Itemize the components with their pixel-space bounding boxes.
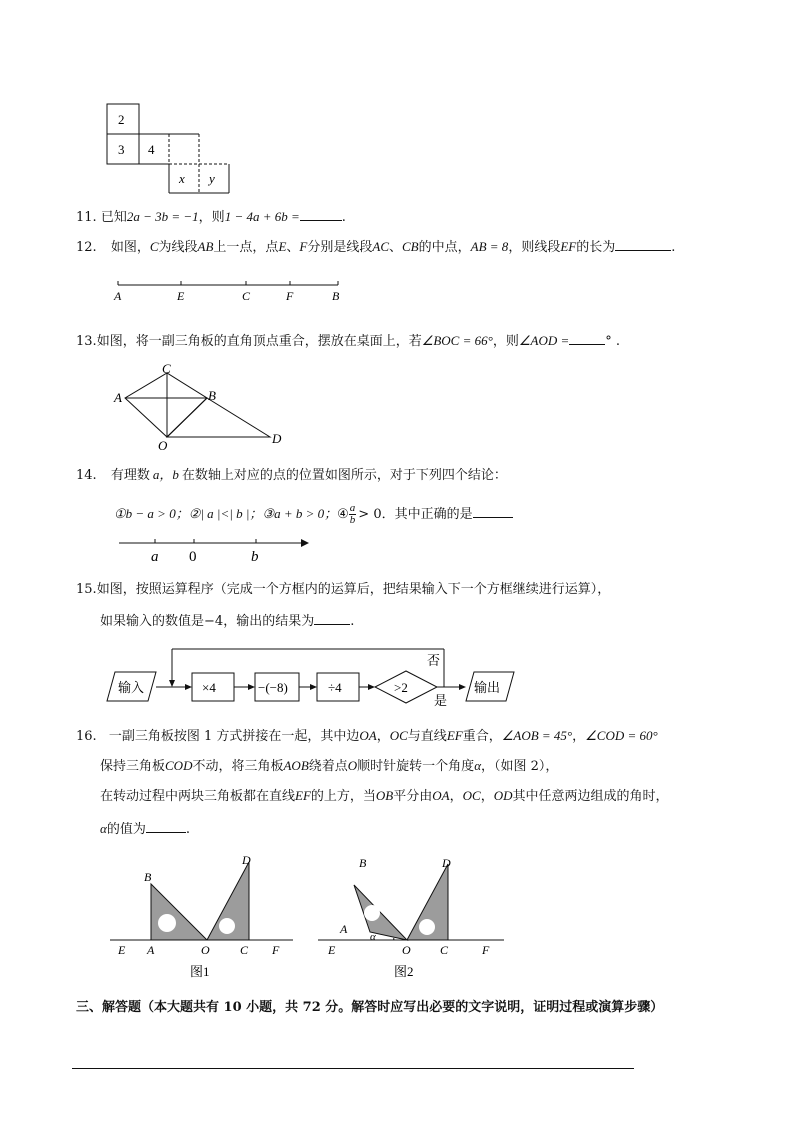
net-cell-y: y <box>209 171 215 186</box>
answer-blank <box>473 504 513 518</box>
q15-line2: 如果输入的数值是−4，输出的结果为 . <box>100 611 354 631</box>
fig2-caption: 图2 <box>394 964 414 979</box>
label-d: D <box>272 431 282 446</box>
fig2-label-c: C <box>440 943 449 957</box>
figure-1 <box>108 850 298 980</box>
net-cell-3: 3 <box>118 142 125 157</box>
question-12: 12. 如图，C为线段AB上一点，点E、F分别是线段AC、CB的中点，AB = 8，则线段EF的长为 . <box>76 239 676 255</box>
fig2-label-b: B <box>359 856 367 870</box>
net-cell-4: 4 <box>148 142 155 157</box>
q14-number: 14. <box>76 468 97 483</box>
segment-figure <box>108 276 358 306</box>
label-o: O <box>158 438 168 453</box>
fig1-caption: 图1 <box>190 964 210 979</box>
q16-number: 16. <box>76 729 97 744</box>
question-15: 15.如图，按照运算程序（完成一个方框内的运算后，把结果输入下一个方框继续进行运算）， <box>76 582 611 597</box>
fig1-label-d: D <box>242 853 251 867</box>
section-3-heading: 三、解答题（本大题共有 10 小题，共 72 分。解答时应写出必要的文字说明，证明过程或演算步骤） <box>76 1000 664 1015</box>
flowchart-figure <box>100 643 520 711</box>
fig2-label-f: F <box>482 943 490 957</box>
question-13: 13.如图，将一副三角板的直角顶点重合，摆放在桌面上，若∠BOC = 66°，则∠AOD = ° . <box>76 333 621 349</box>
q16-line4: α的值为 . <box>100 821 190 837</box>
fig2-label-o: O <box>402 943 411 957</box>
flow-output-label: 输出 <box>474 680 501 695</box>
point-label-e: E <box>177 289 185 303</box>
flow-input-label: 输入 <box>118 680 145 695</box>
q12-number: 12. <box>76 240 97 255</box>
label-c: C <box>162 361 171 376</box>
fig2-label-e: E <box>328 943 336 957</box>
point-label-a: A <box>114 289 122 303</box>
flow-condition: >2 <box>394 680 408 695</box>
q14-conclusions: ①b − a > 0；②| a |<| b |；③a + b > 0；④ $\frac{a}{b}$ > 0．其中正确的是 <box>114 500 513 528</box>
fig1-label-o: O <box>201 943 210 957</box>
answer-blank <box>300 207 342 221</box>
fig2-label-alpha: α <box>370 931 376 943</box>
flow-op2: −(−8) <box>258 680 288 695</box>
point-label-b: B <box>332 289 340 303</box>
fig1-label-f: F <box>272 943 280 957</box>
question-11: 11. 已知2a − 3b = −1，则1 − 4a + 6b = . <box>76 209 346 225</box>
bottom-divider <box>72 1068 634 1069</box>
fig1-label-e: E <box>118 943 126 957</box>
axis-label-0: 0 <box>189 549 197 565</box>
number-line-figure <box>114 533 314 565</box>
fig2-label-a: A <box>340 922 348 936</box>
answer-blank <box>569 331 605 345</box>
question-16: 16. 一副三角板按图 1 方式拼接在一起，其中边OA，OC与直线EF重合，∠AOB = 45°，∠COD = 60° <box>76 728 658 744</box>
figure-2 <box>314 850 514 980</box>
answer-blank <box>146 819 186 833</box>
label-a: A <box>114 390 122 405</box>
fig2-label-d: D <box>442 856 451 870</box>
fig1-label-c: C <box>240 943 249 957</box>
q11-number: 11. <box>76 210 97 225</box>
answer-blank <box>314 611 350 625</box>
q16-line2: 保持三角板COD不动，将三角板AOB绕着点O顺时针旋转一个角度α，（如图 2）， <box>100 758 559 774</box>
label-b: B <box>208 388 216 403</box>
axis-label-b: b <box>251 549 259 565</box>
q13-number: 13. <box>76 334 97 349</box>
answer-blank <box>615 237 671 251</box>
fig1-label-b: B <box>144 870 152 884</box>
flow-no-label: 否 <box>427 653 441 668</box>
q16-line3: 在转动过程中两块三角板都在直线EF的上方，当OB平分由OA，OC，OD其中任意两边组成的角时， <box>100 788 669 804</box>
q15-number: 15. <box>76 582 97 597</box>
flow-yes-label: 是 <box>434 693 448 708</box>
question-14: 14. 有理数 a，b 在数轴上对应的点的位置如图所示，对于下列四个结论： <box>76 467 507 483</box>
point-label-f: F <box>286 289 294 303</box>
point-label-c: C <box>242 289 251 303</box>
fig1-label-a: A <box>147 943 155 957</box>
net-cell-2: 2 <box>118 112 125 127</box>
flow-op1: ×4 <box>202 680 216 695</box>
cube-net-figure <box>100 98 230 198</box>
fraction-a-over-b: $\frac{a}{b}$ <box>349 502 356 526</box>
axis-label-a: a <box>151 549 159 565</box>
net-cell-x: x <box>179 171 185 186</box>
flow-op3: ÷4 <box>328 680 342 695</box>
triangle-boards-figure <box>110 360 290 455</box>
